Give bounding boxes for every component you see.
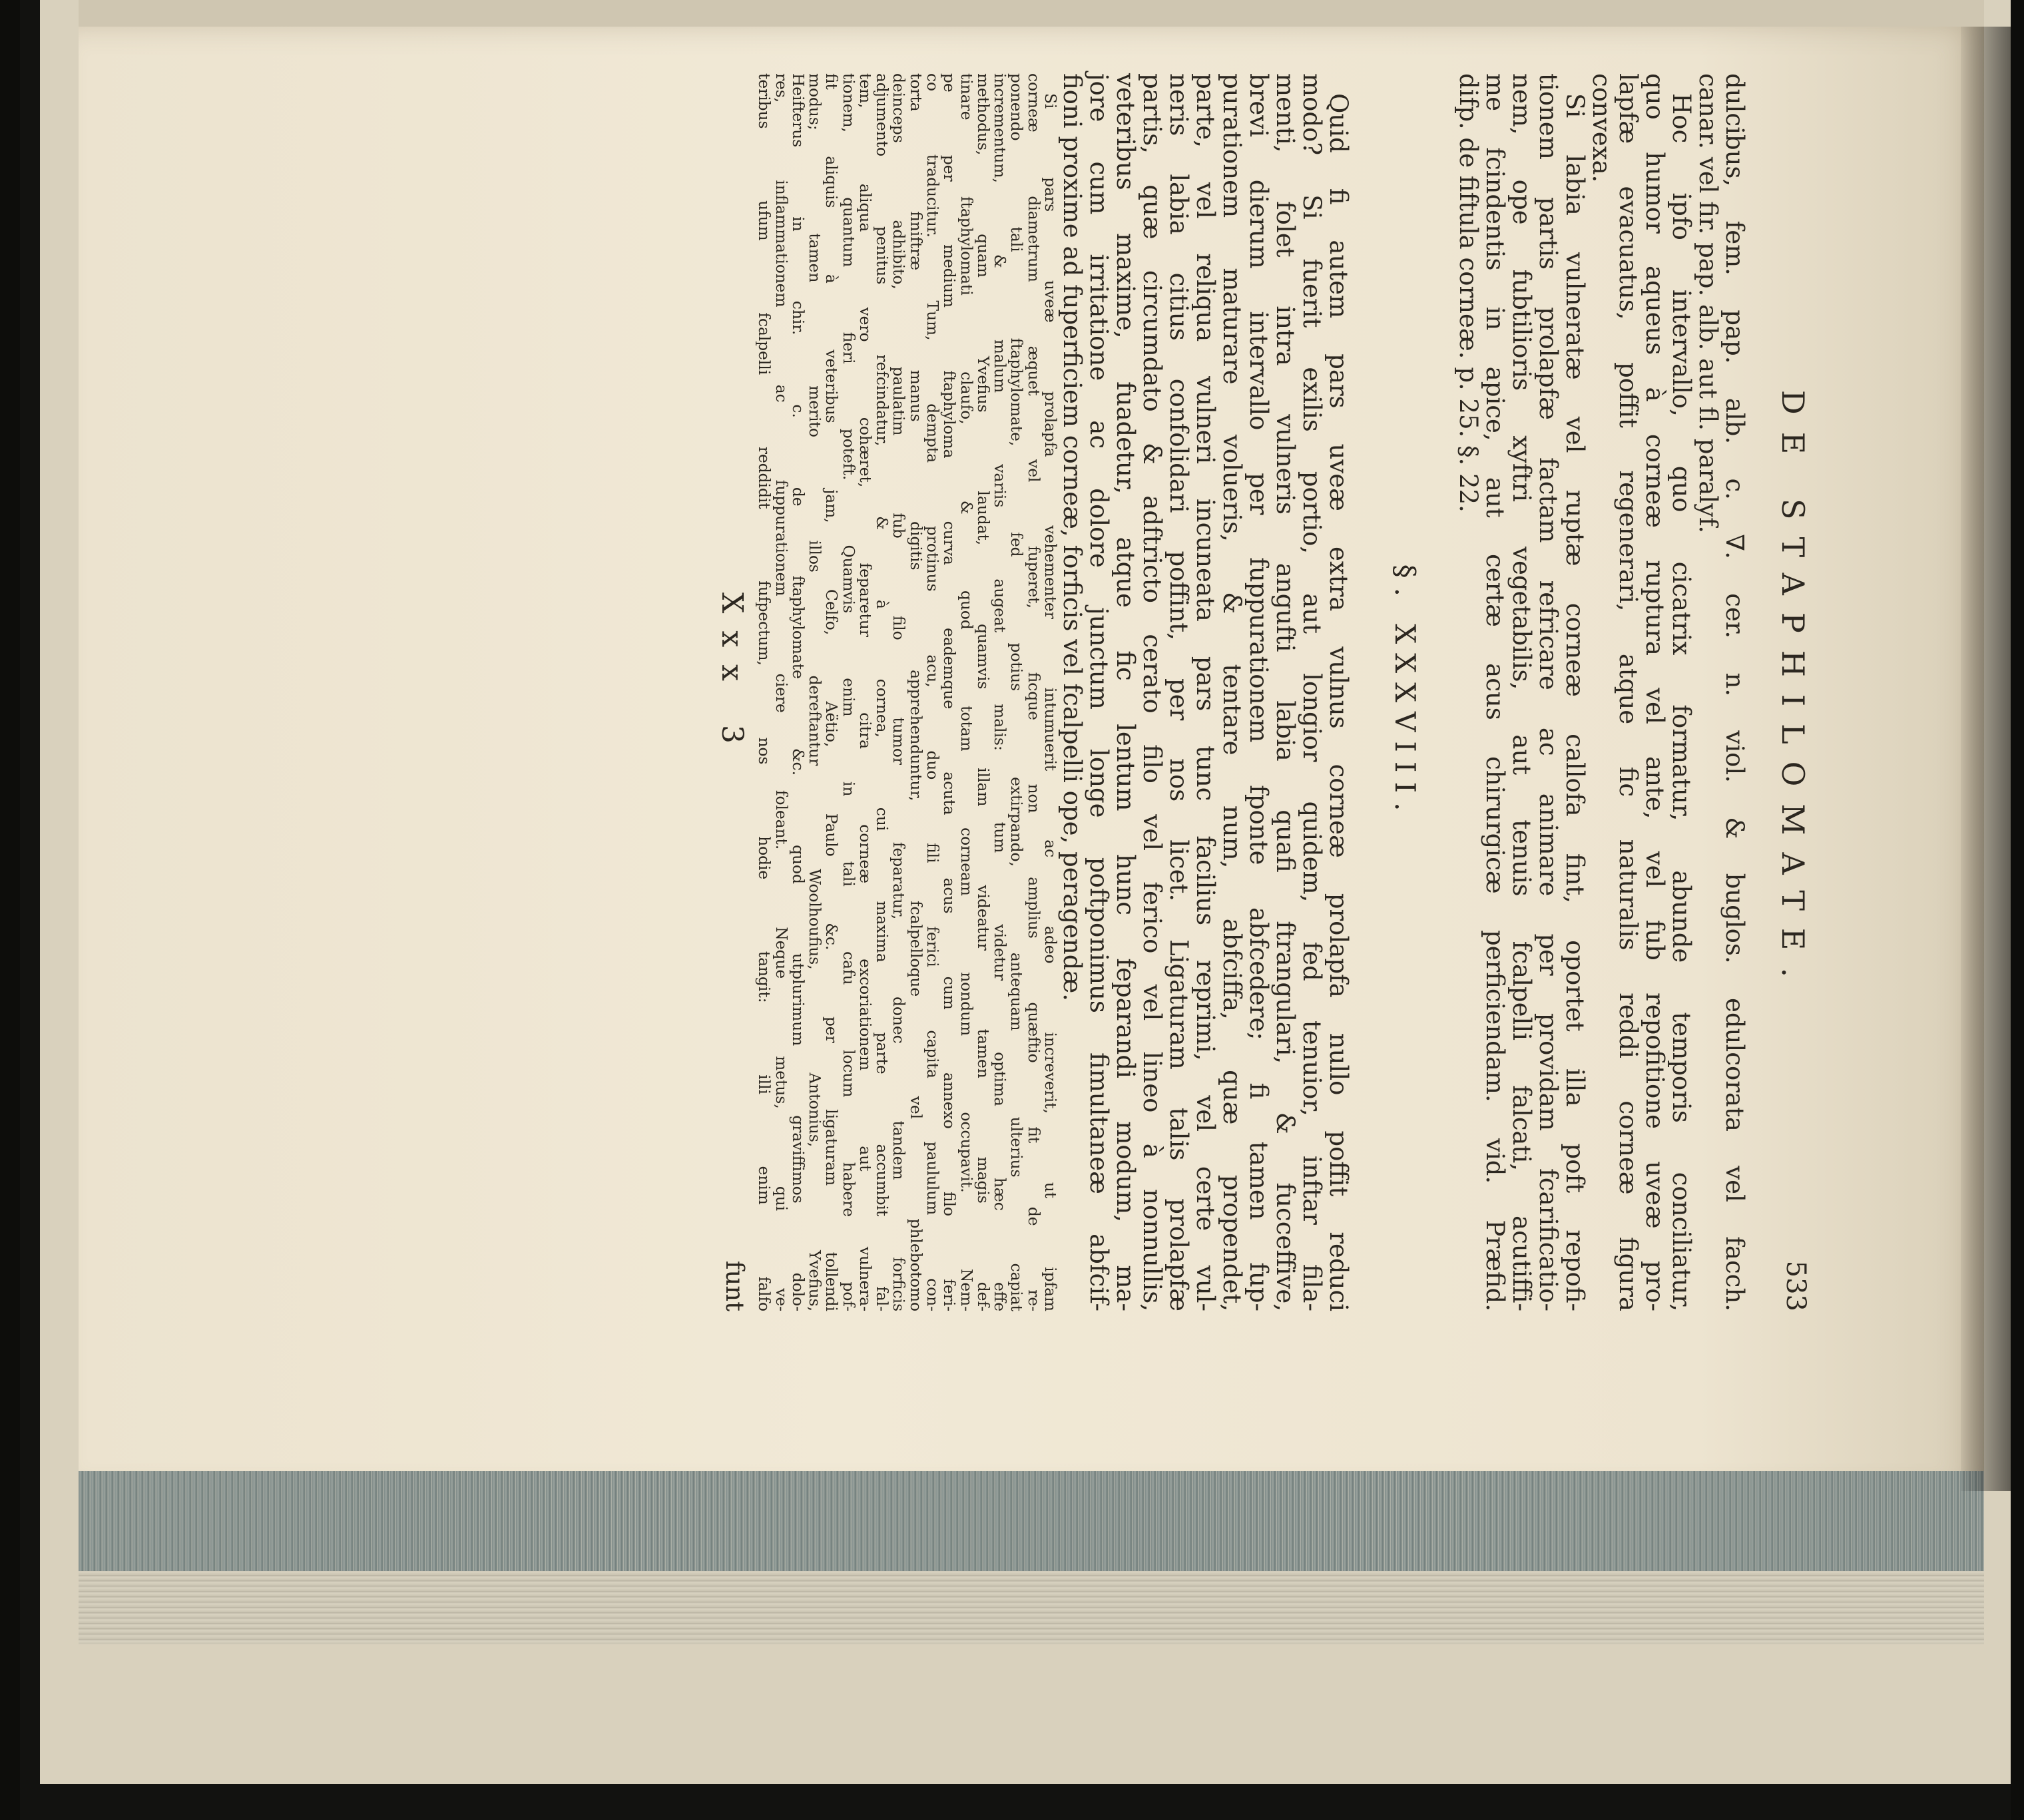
text-line: tem, aliqua vero cohæret, feparetur citra corneæ excoriationem aut vulnera- <box>856 73 874 1311</box>
section-heading: §. XXXVIII. <box>1389 564 1421 821</box>
text-line: Hoc ipfo intervallo, quo cicatrix formatur, abunde temporis conciliatur, <box>1667 93 1696 1311</box>
text-line: parte, vel reliqua vulneri incuneata pars tunc facilius reprimi, vel certe vul- <box>1191 73 1220 1311</box>
page-edges-stack <box>79 1471 1984 1644</box>
page-text-block <box>715 73 1811 1311</box>
text-line: neris labia citius confolidari poffint, per nos licet. Ligaturam talis prolapfæ <box>1164 73 1193 1311</box>
text-line: jore cum irritatione ac dolore junctum longe poftponimus fimultaneæ abfcif- <box>1085 73 1113 1311</box>
text-line: partis, quæ circumdato & adftricto cerato filo vel ferico vel lineo à nonnullis, <box>1138 73 1166 1311</box>
page-number: 533 <box>1780 1260 1811 1311</box>
text-line: quo humor aqueus à corneæ ruptura vel ante, vel fub repofitione uveæ pro- <box>1641 73 1669 1311</box>
text-line: pe per medium ftaphyloma curva eademque acuta acus cum annexo filo feri- <box>940 73 959 1311</box>
text-line: difp. de fiftula corneæ. p. 25. §. 22. <box>1454 73 1483 513</box>
text-line: brevi dierum intervallo per fuppurationem fponte abfcedere; fi tamen fup- <box>1244 73 1273 1311</box>
text-line: tionem partis prolapfæ factam refricare ac animare per providam fcarificatio- <box>1534 73 1563 1311</box>
text-line: co traducitur. Tum, dempta protinus acu, duo fili ferici capita paululum con- <box>923 73 942 1311</box>
text-line: adjumento penitus refcindatur, & à cornea, cui maxima parte accumbit fal- <box>873 73 891 1311</box>
text-line: modo? Si fuerit exilis portio, aut longior quidem, fed tenuior, inftar fila- <box>1298 73 1326 1311</box>
text-line: purationem maturare volueris, & tentare num, abfciffa, quæ propendet, <box>1218 73 1246 1311</box>
text-line: canar. vel fir. pap. alb. aut fl. paralyf. <box>1694 73 1722 534</box>
text-line: deinceps adhibito, paulatim fub filo tumor feparatur, donec tandem forficis <box>889 73 908 1311</box>
text-line: corneæ diametrum æquet vel fuperet, ficque non amplius quæftio fit de re- <box>1024 73 1043 1311</box>
text-line: tinare ftaphylomati claufo, & quod totam corneam nondum occupavit. Nem- <box>957 73 975 1311</box>
text-line: lapfæ evacuatus, poffit regenerari, atque fic naturalis reddi corneæ figura <box>1614 73 1643 1311</box>
text-line: dulcibus, fem. pap. alb. c. ∇. cer. n. viol. & buglos. edulcorata vel facch. <box>1720 73 1749 1311</box>
text-line: me fcindentis in apice, aut certæ acus chirurgicæ perficiendam. vid. Præfid. <box>1481 73 1509 1311</box>
text-line: teribus ufum fcalpelli reddidit fufpectum, nos hodie tangit: illi enim falfo <box>755 73 774 1311</box>
text-line: Si pars uveæ prolapfa vehementer intumuerit ac adeo increverit, ut ipfam <box>1041 93 1059 1311</box>
text-line: Heifterus in chir. c. de ftaphylomate &c. quod utplurimum graviffimos dolo- <box>788 73 807 1311</box>
text-line: torta finiftræ manus digitis apprehenduntur, fcalpelloque vel phlebotomo <box>906 73 925 1311</box>
signature-mark: Xxx 3 <box>715 592 749 761</box>
running-title: DE STAPHILOMATE. <box>1775 389 1811 995</box>
text-line: ponendo tali ftaphylomate, fed potius extirpando, antequam ulterius capiat <box>1007 73 1026 1311</box>
text-line: fit aliquis à veteribus jam, Celfo, Aëtio, Paulo &c. per ligaturam tollendi <box>822 73 841 1311</box>
page-top-edge <box>79 0 1984 27</box>
catchword: funt <box>720 1260 749 1311</box>
text-line: incrementum, & malum variis augeat malis: tum videtur optima hæc effe <box>991 73 1009 1311</box>
spine-shadow <box>1961 27 2011 1491</box>
text-line: nem, ope fubtilioris xyftri vegetabilis, aut tenuis fcalpelli falcati, acutiffi- <box>1507 73 1536 1311</box>
text-line: methodus, quam Yvefius laudat, quamvis illam videatur tamen magis def- <box>973 73 992 1311</box>
text-line: modus; tamen merito illos dereftantur Woolhoufius, Antonius, Yvefius, <box>806 73 824 1311</box>
text-line: menti, folet intra vulneris angufti labia quafi ftrangulari, & fucceffive, <box>1271 73 1300 1311</box>
text-line: Si labia vulneratæ vel ruptæ corneæ callofa fint, oportet illa poft repofi- <box>1561 93 1589 1311</box>
text-line: fioni proxime ad fuperficiem corneæ, forficis vel fcalpelli ope, peragendæ. <box>1058 73 1087 1001</box>
text-line: veteribus maxime, fuadetur, atque fic lentum hunc feparandi modum, ma- <box>1111 73 1140 1311</box>
text-line: Quid fi autem pars uveæ extra vulnus corneæ prolapfa nullo poffit reduci <box>1324 93 1353 1311</box>
text-line: tionem, quantum fieri poteft. Quamvis enim in tali cafu locum habere pof- <box>839 73 858 1311</box>
text-line: res, inflammationem ac fuppurationem ciere foleant. Neque metus, qui ve- <box>772 73 790 1311</box>
text-line: convexa. <box>1587 73 1616 183</box>
